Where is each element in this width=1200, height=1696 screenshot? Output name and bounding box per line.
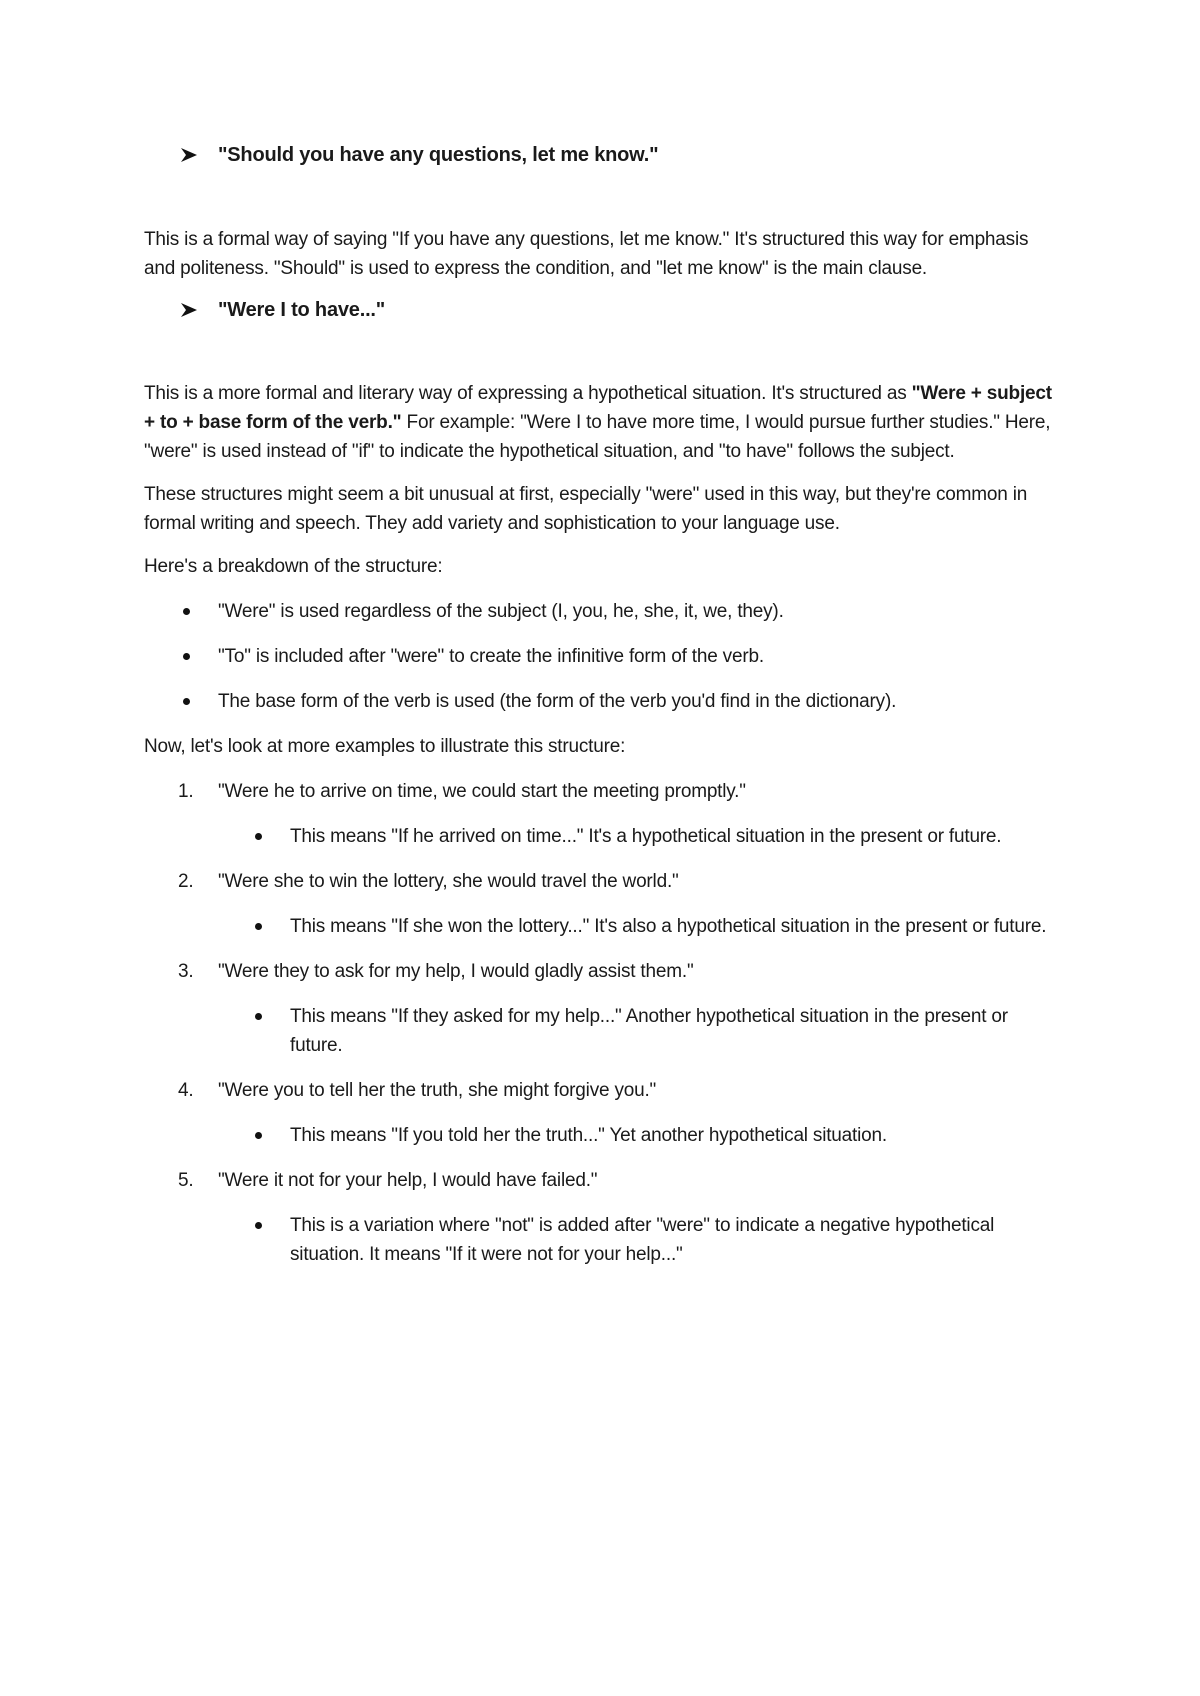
list-item (144, 687, 1060, 716)
paragraph-structures-note: These structures might seem a bit unusual at first, especially "were" used in this way, but they're common in formal writing and speech. They add variety and sophistication to your language use. (144, 484, 1028, 534)
example-item (144, 957, 1060, 1060)
list-item-text: "Were" is used regardless of the subject (I, you, he, she, it, we, they). (218, 601, 784, 622)
example-item (144, 777, 1060, 851)
paragraph-examples-intro: Now, let's look at more examples to illustrate this structure: (144, 736, 626, 757)
heading-text: "Were I to have..." (218, 299, 386, 321)
example-text: "Were he to arrive on time, we could start the meeting promptly." (218, 781, 746, 802)
example-note (144, 1121, 1060, 1150)
paragraph-text: This is a more formal and literary way of expressing a hypothetical situation. It's structured as (144, 383, 912, 404)
section-heading-were (144, 295, 1060, 325)
example-number: 5. (178, 1170, 194, 1191)
bullet-dot-icon (183, 653, 190, 660)
bullet-dot-icon (255, 1132, 262, 1139)
example-line (144, 1166, 1060, 1195)
example-note-text: This means "If she won the lottery..." It's also a hypothetical situation in the present or future. (290, 916, 1047, 937)
paragraph-breakdown-intro: Here's a breakdown of the structure: (144, 556, 443, 577)
example-line (144, 867, 1060, 896)
example-note (144, 912, 1060, 941)
example-item (144, 867, 1060, 941)
bullet-dot-icon (255, 833, 262, 840)
example-note-text: This means "If you told her the truth..." Yet another hypothetical situation. (290, 1125, 887, 1146)
example-note (144, 822, 1060, 851)
example-number: 3. (178, 961, 194, 982)
breakdown-list (144, 597, 1060, 716)
examples-list (144, 777, 1060, 1269)
example-line (144, 777, 1060, 806)
structure-formula: "Were + subject + to + base form of the verb." (144, 383, 1052, 433)
arrow-bullet-icon (180, 302, 198, 318)
bullet-dot-icon (183, 608, 190, 615)
paragraph-should-explanation: This is a formal way of saying "If you have any questions, let me know." It's structured this way for emphasis and politeness. "Should" is used to express the condition, and "let me know" is the main clause. (144, 229, 1029, 279)
example-item (144, 1166, 1060, 1269)
paragraph-were-explanation (144, 379, 1060, 466)
bullet-dot-icon (255, 1222, 262, 1229)
example-text: "Were they to ask for my help, I would gladly assist them." (218, 961, 694, 982)
arrow-bullet-icon (180, 147, 198, 163)
example-note (144, 1211, 1060, 1269)
example-line (144, 1076, 1060, 1105)
list-item (144, 597, 1060, 626)
list-item-text: "To" is included after "were" to create the infinitive form of the verb. (218, 646, 764, 667)
example-text: "Were it not for your help, I would have failed." (218, 1170, 598, 1191)
example-item (144, 1076, 1060, 1150)
list-item (144, 642, 1060, 671)
paragraph-text: For example: "Were I to have more time, I would pursue further studies." Here, "were" is used instead of "if" to indicate the hypothetical situation, and "to have" follows the subject. (144, 412, 1051, 462)
example-number: 1. (178, 781, 194, 802)
bullet-dot-icon (255, 923, 262, 930)
list-item-text: The base form of the verb is used (the form of the verb you'd find in the dictionary). (218, 691, 897, 712)
heading-text: "Should you have any questions, let me know." (218, 144, 659, 166)
example-line (144, 957, 1060, 986)
document-page (144, 140, 1060, 1285)
bullet-dot-icon (255, 1013, 262, 1020)
bullet-dot-icon (183, 698, 190, 705)
example-note-text: This means "If they asked for my help..." Another hypothetical situation in the present or future. (290, 1006, 1008, 1056)
example-text: "Were she to win the lottery, she would travel the world." (218, 871, 679, 892)
example-note-text: This means "If he arrived on time..." It's a hypothetical situation in the present or future. (290, 826, 1002, 847)
example-note-text: This is a variation where "not" is added after "were" to indicate a negative hypothetical situation. It means "If it were not for your help..." (290, 1215, 995, 1265)
example-note (144, 1002, 1060, 1060)
example-text: "Were you to tell her the truth, she might forgive you." (218, 1080, 657, 1101)
example-number: 4. (178, 1080, 194, 1101)
example-number: 2. (178, 871, 194, 892)
section-heading-should (144, 140, 1060, 170)
